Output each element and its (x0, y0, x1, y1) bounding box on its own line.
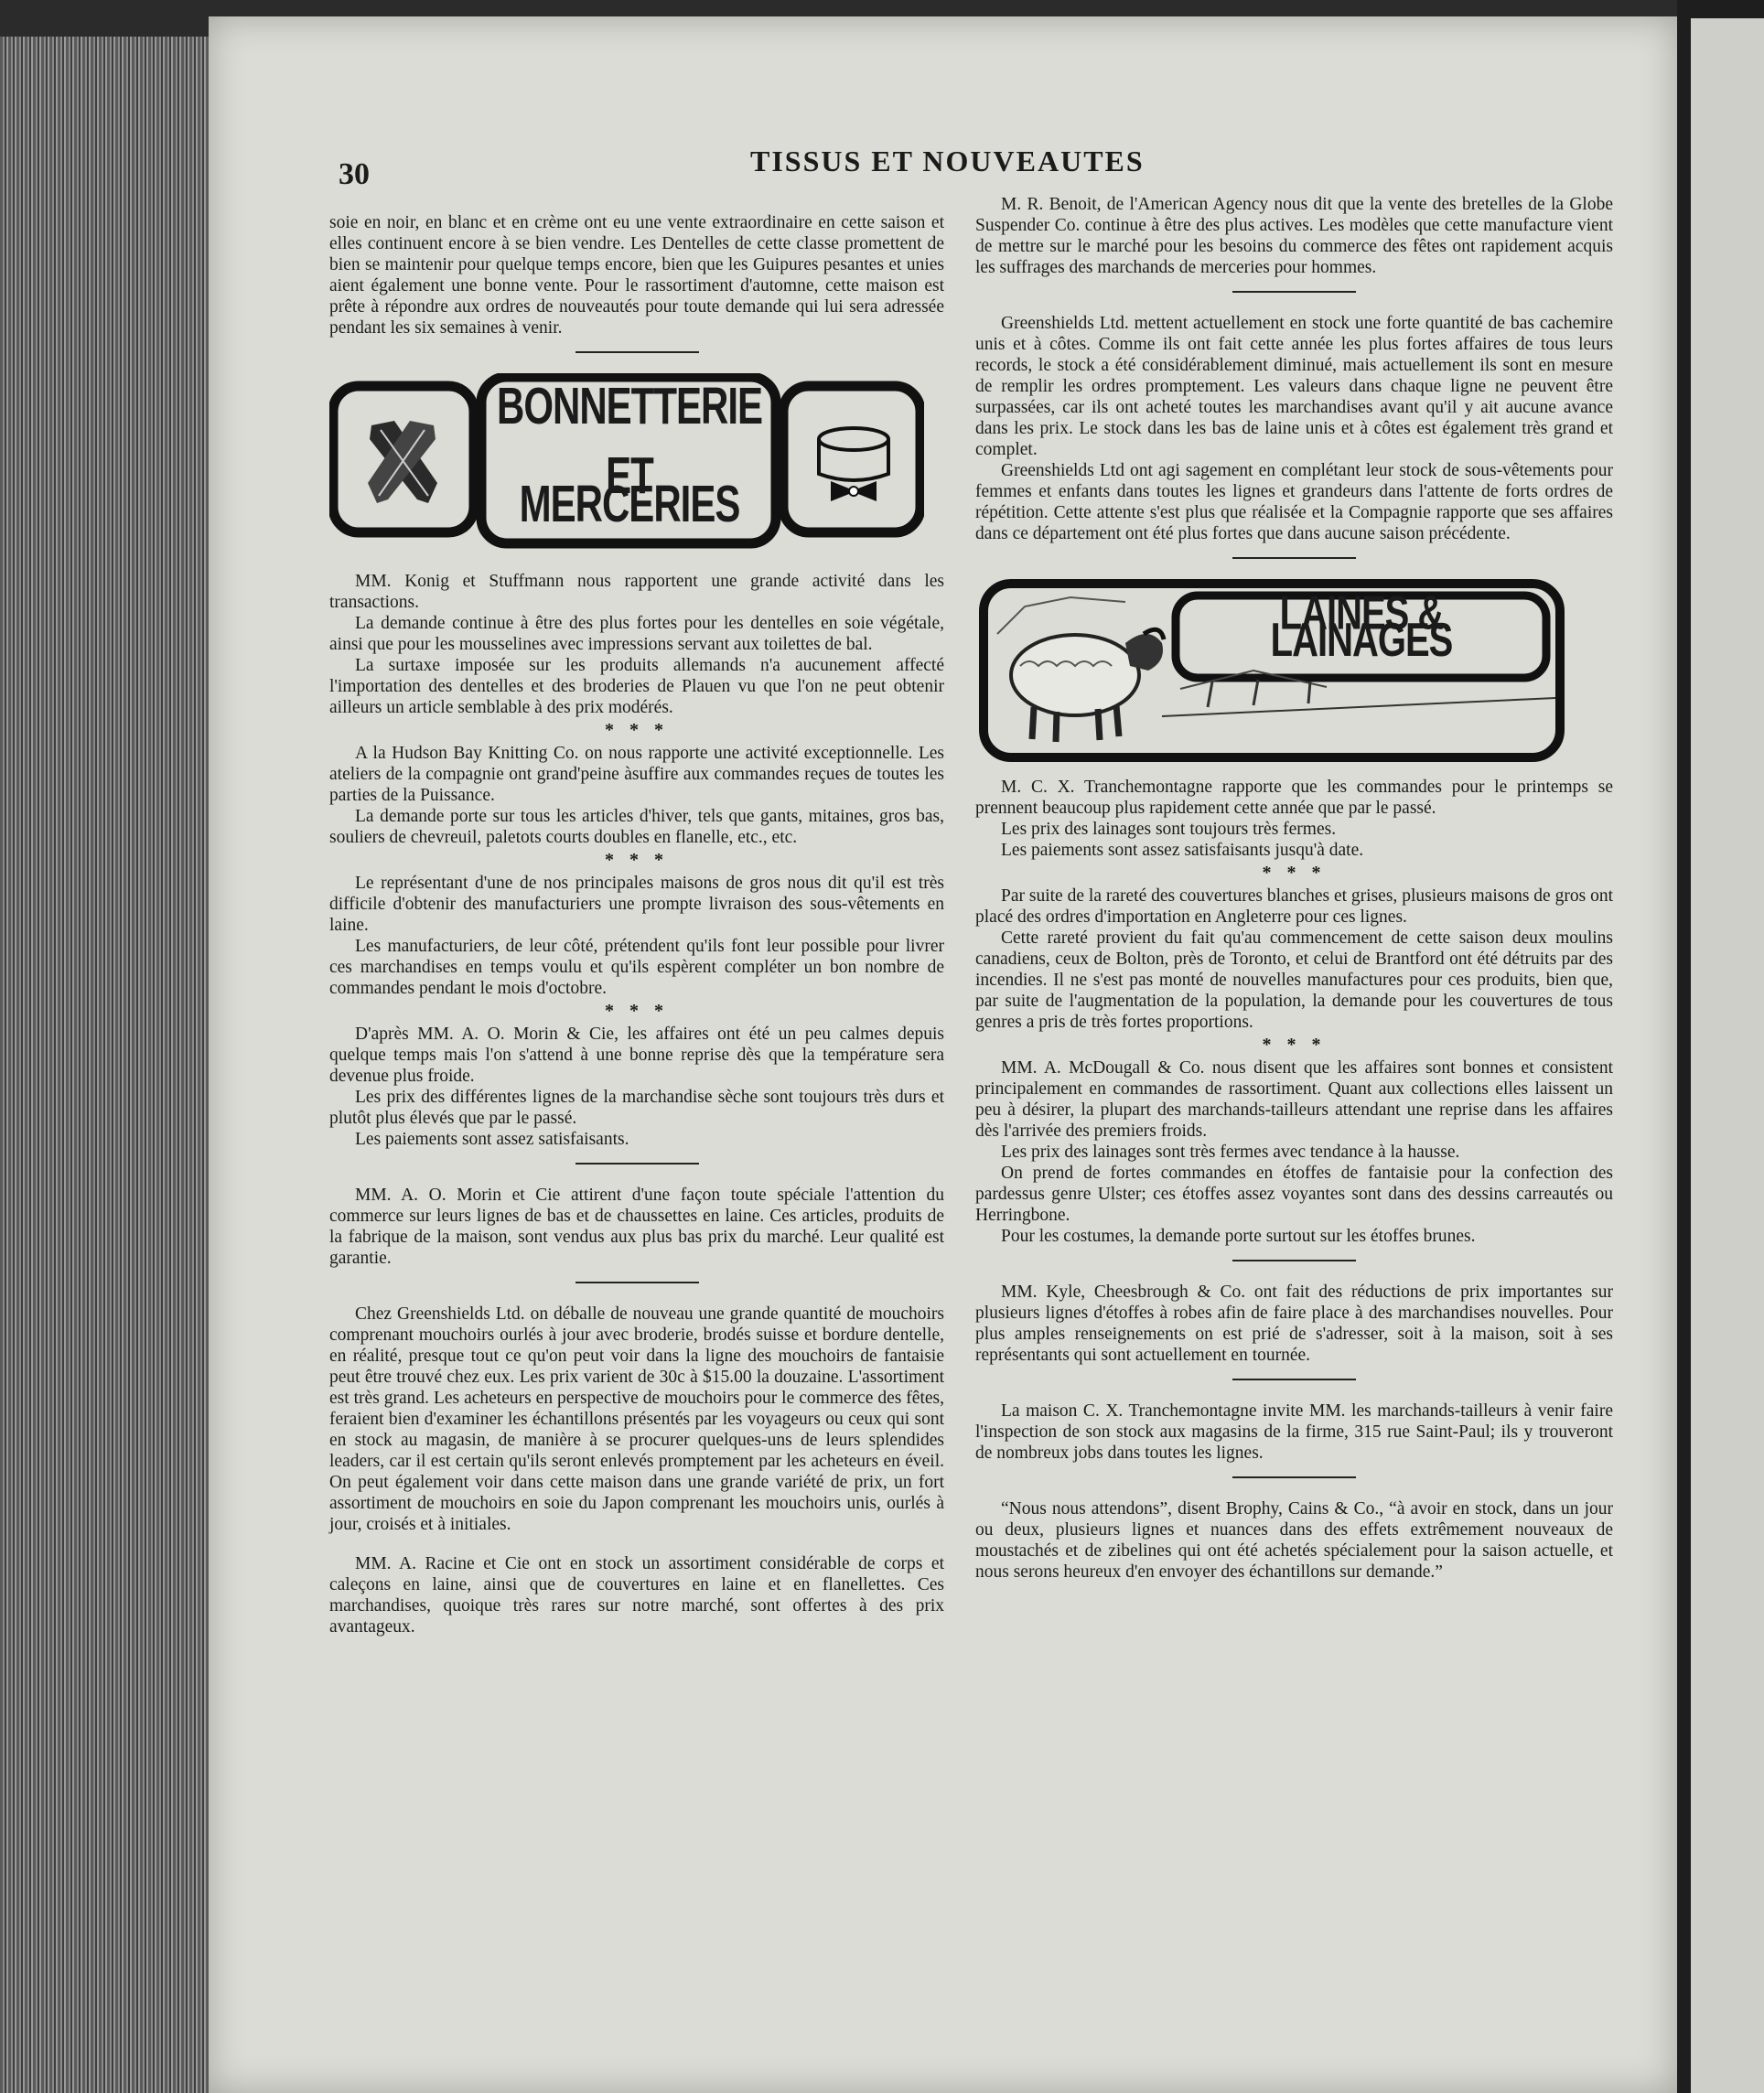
banner-title-line-1: BONNETTERIE (496, 376, 762, 435)
paragraph: MM. A. Racine et Cie ont en stock un assortiment considérable de corps et caleçons en laine, ainsi que de couvertures en laine et en flanellettes. Ces marchandises, quoique très rares sur notre marché, sont offertes à des prix avantageux. (329, 1554, 944, 1637)
paragraph: La demande continue à être des plus fortes pour les dentelles en soie végétale, ainsi que pour les mousselines avec impressions servant aux toilettes de bal. (329, 614, 944, 654)
banner-title-line-2: ET MERCERIES (519, 445, 740, 533)
paragraph: Le représentant d'une de nos principales maisons de gros nous dit qu'il est très difficile d'obtenir des manufacturiers une prompte livraison des sous-vêtements en laine. (329, 874, 944, 935)
section-rule (1232, 1379, 1356, 1380)
page-number: 30 (339, 157, 370, 191)
paragraph: M. C. X. Tranchemontagne rapporte que les commandes pour le printemps se prennent beaucoup plus rapidement cette année que par le passé. (975, 778, 1613, 818)
paragraph: Chez Greenshields Ltd. on déballe de nouveau une grande quantité de mouchoirs comprenant mouchoirs ourlés à jour avec broderie, brodés suisse et bordure dentelle, en réalité, presque tout ce qu'on peut voir dans la ligne des mouchoirs de fantaisie peut être trouvé chez eux. Les prix varient de 30c à $15.00 la douzaine. L'assortiment est très grand. Les acheteurs en perspective de mouchoirs pour le commerce des fêtes, feraient bien d'examiner les échantillons présentés par les voyageurs ou ceux qui sont en stock au magasin, de manière à se procurer quelques-uns de leurs splendides leaders, car il est certain qu'ils seront enlevés promptement par les acheteurs en éveil. On peut également voir dans cette maison dans une grande variété de prix, un fort assortiment de mouchoirs en soie du Japon comprenant les mouchoirs unis, ourlés à jour, croisés et à initiales. (329, 1304, 944, 1534)
section-stars: * * * (605, 850, 669, 870)
paragraph: A la Hudson Bay Knitting Co. on nous rapporte une activité exceptionnelle. Les ateliers de la compagnie ont grand'peine àsuffire aux commandes reçues de toutes les parties de la Puissance. (329, 744, 944, 805)
paragraph: MM. Konig et Stuffmann nous rapportent une grande activité dans les transactions. (329, 572, 944, 612)
bonnetterie-banner (329, 373, 944, 556)
paragraph: Les prix des différentes lignes de la marchandise sèche sont toujours très durs et plutôt plus élevés que par le passé. (329, 1088, 944, 1128)
paragraph: Les prix des lainages sont très fermes avec tendance à la hausse. (1001, 1143, 1460, 1162)
section-rule (1232, 557, 1356, 559)
paragraph: Les prix des lainages sont toujours très fermes. (1001, 820, 1337, 839)
facing-page-edge (1691, 18, 1764, 2093)
section-rule (575, 1163, 699, 1165)
gloves-icon (353, 412, 454, 512)
paragraph: soie en noir, en blanc et en crème ont eu une vente extraordinaire en cette saison et elles continuent encore à se bien vendre. Les Dentelles de cette classe promettent de bien se maintenir pour quelque temps encore, bien que les Guipures pesantes et unies aient également une bonne vente. Pour le rassortiment d'automne, cette maison est prête à répondre aux ordres de nouveautés pour toute demande qui lui sera adressée pendant les six semaines à venir. (329, 213, 944, 338)
section-stars: * * * (605, 720, 669, 740)
laines-banner-title: LAINES & LAINAGES (1270, 586, 1453, 667)
section-rule (1232, 1476, 1356, 1478)
paragraph: “Nous nous attendons”, disent Brophy, Cains & Co., “à avoir en stock, dans un jour ou deux, plusieurs lignes et nuances dans des effets extrêmement nouveaux de moustachés et de zibelines qui ont été achetés spécialement pour la saison actuelle, et nous serons heureux d'en envoyer des échantillons sur demande.” (975, 1499, 1613, 1582)
paragraph: La demande porte sur tous les articles d'hiver, tels que gants, mitaines, gros bas, souliers de chevreuil, paletots courts doubles en flanelle, etc., etc. (329, 807, 944, 847)
section-stars: * * * (1262, 1035, 1327, 1055)
section-stars: * * * (605, 1001, 669, 1021)
section-rule (1232, 291, 1356, 293)
section-rule (1232, 1260, 1356, 1261)
paragraph: Les paiements sont assez satisfaisants jusqu'à date. (1001, 841, 1364, 860)
right-column (975, 194, 1613, 1583)
paragraph: Greenshields Ltd ont agi sagement en complétant leur stock de sous-vêtements pour femmes et enfants dans toutes les lignes et grandeurs dans l'attente de forts ordres de répétition. Cette attente s'est plus que réalisée et la Compagnie rapporte que ses affaires dans ce département ont été plus fortes que dans aucune saison précédente. (975, 461, 1613, 543)
left-column (329, 212, 944, 1637)
paragraph: MM. Kyle, Cheesbrough & Co. ont fait des réductions de prix importantes sur plusieurs lignes d'étoffes à robes afin de faire place à des marchandises nouvelles. Pour plus amples renseignements on est prié de s'adresser, soit à la maison, soit à ses représentants qui sont actuellement en tournée. (975, 1283, 1613, 1365)
paragraph: On prend de fortes commandes en étoffes de fantaisie pour la confection des pardessus genre Ulster; ces étoffes assez voyantes sont dans des dessins carreautés ou Herringbone. (975, 1164, 1613, 1225)
paragraph: La maison C. X. Tranchemontagne invite MM. les marchands-tailleurs à venir faire l'inspection de son stock aux magasins de la firme, 315 rue Saint-Paul; ils y trouveront de nombreux jobs dans toutes les lignes. (975, 1401, 1613, 1463)
collar-bowtie-icon (803, 412, 904, 512)
running-title: TISSUS ET NOUVEAUTES (750, 145, 1145, 177)
section-stars: * * * (1262, 863, 1327, 883)
book-page-edges (0, 37, 215, 2093)
paragraph: Par suite de la rareté des couvertures blanches et grises, plusieurs maisons de gros ont placé des ordres d'importation en Angleterre pour ces lignes. (975, 886, 1613, 927)
paragraph: Les manufacturiers, de leur côté, prétendent qu'ils font leur possible pour livrer ces marchandises en temps voulu et qu'ils espèrent compléter un bon nombre de commandes pendant le mois d'octobre. (329, 937, 944, 998)
paragraph: Les paiements sont assez satisfaisants. (355, 1130, 629, 1149)
paragraph: Cette rareté provient du fait qu'au commencement de cette saison deux moulins canadiens, ceux de Bolton, près de Toronto, et celui de Brantford ont été détruits par des incendies. Il ne s'est pas monté de nouvelles manufactures pour ces produits, bien que, par suite de l'augmentation de la population, la demande pour les couvertures de tous genres a pris de très fortes proportions. (975, 928, 1613, 1032)
paragraph: Pour les costumes, la demande porte surtout sur les étoffes brunes. (1001, 1227, 1476, 1246)
paragraph: Greenshields Ltd. mettent actuellement en stock une forte quantité de bas cachemire unis et à côtes. Comme ils ont fait cette année les plus fortes affaires de tous leurs records, le stock a été considérablement diminué, mais actuellement ils sont en mesure de remplir les ordres promptement. Les valeurs dans chaque ligne ne peuvent être surpassées, car ils ont acheté toutes les marchandises avant qu'il y ait aucune avance dans les prix. Le stock dans les bas de laine unis et à côtes est également très grand et complet. (975, 314, 1613, 459)
paragraph: MM. A. O. Morin et Cie attirent d'une façon toute spéciale l'attention du commerce sur leurs lignes de bas et de chaussettes en laine. Ces articles, produits de la fabrique de la maison, sont vendus aux plus bas prix du marché. Leur qualité est garantie. (329, 1186, 944, 1268)
section-rule (575, 351, 699, 353)
paragraph: D'après MM. A. O. Morin & Cie, les affaires ont été un peu calmes depuis quelque temps mais l'on s'attend à une bonne reprise dès que la température sera devenue plus froide. (329, 1025, 944, 1086)
paragraph: M. R. Benoit, de l'American Agency nous dit que la vente des bretelles de la Globe Suspender Co. continue à être des plus actives. Les modèles que cette manufacture vient de mettre sur le marché pour les besoins du commerce des fêtes ont rapidement acquis les suffrages des marchands de merceries pour hommes. (975, 195, 1613, 277)
laines-banner (975, 579, 1613, 762)
paragraph: La surtaxe imposée sur les produits allemands n'a aucunement affecté l'importation des dentelles et des broderies de Plauen vu que l'on ne peut obtenir ailleurs un article semblable à des prix modérés. (329, 656, 944, 717)
section-rule (575, 1282, 699, 1283)
paragraph: MM. A. McDougall & Co. nous disent que les affaires sont bonnes et consistent principalement en commandes de rassortiment. Quant aux collections elles laissent un peu à désirer, la plupart des marchands-tailleurs attendant une reprise dans les affaires dès l'arrivée des premiers froids. (975, 1058, 1613, 1141)
